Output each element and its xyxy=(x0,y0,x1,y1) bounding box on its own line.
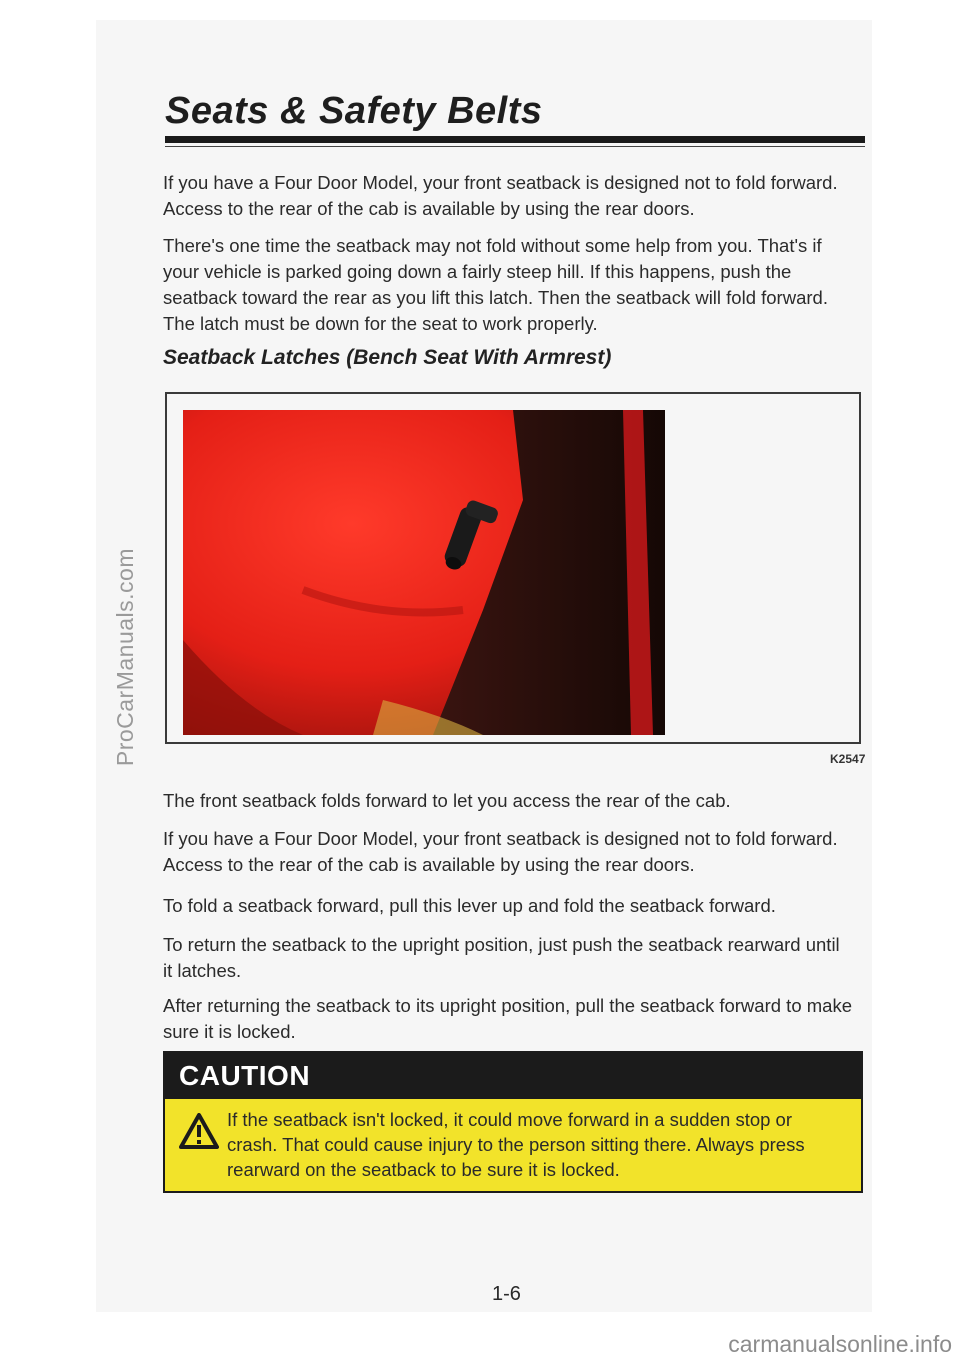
seatback-latch-photo xyxy=(183,410,665,735)
paragraph-steep-hill: There's one time the seatback may not fold without some help from you. That's if your vehicle is parked going down a fairly steep hill. If this happens, push the seatback toward the rear as you lift this latch. Then the seatback will fold forward. The latch must be down for the seat to work properly. xyxy=(163,235,828,334)
caution-header: CAUTION xyxy=(165,1053,861,1099)
title-rule xyxy=(165,136,865,143)
warning-triangle-icon xyxy=(179,1113,219,1149)
page-title: Seats & Safety Belts xyxy=(165,90,543,132)
bottom-watermark: carmanualsonline.info xyxy=(728,1331,952,1357)
paragraph-folds-forward: The front seatback folds forward to let you access the rear of the cab. xyxy=(163,790,731,811)
page-number: 1-6 xyxy=(492,1283,521,1305)
figure-code: K2547 xyxy=(830,752,866,766)
side-watermark: ProCarManuals.com xyxy=(112,548,138,767)
paragraph-check-locked: After returning the seatback to its upright position, pull the seatback forward to make sure it is locked. xyxy=(163,995,852,1042)
paragraph-four-door-2: If you have a Four Door Model, your front seatback is designed not to fold forward. Access to the rear of the cab is available by using the rear doors. xyxy=(163,828,838,875)
caution-box xyxy=(163,1051,863,1193)
paragraph-fold-lever: To fold a seatback forward, pull this lever up and fold the seatback forward. xyxy=(163,895,776,916)
paragraph-return-upright: To return the seatback to the upright position, just push the seatback rearward until it latches. xyxy=(163,934,840,981)
caution-text: If the seatback isn't locked, it could move forward in a sudden stop or crash. That could cause injury to the person sitting there. Always press rearward on the seatback to be sure it is locked. xyxy=(227,1109,805,1180)
title-rule-thin xyxy=(165,146,865,147)
paragraph-four-door-1: If you have a Four Door Model, your front seatback is designed not to fold forward. Access to the rear of the cab is available by using the rear doors. xyxy=(163,172,838,219)
section-subheading: Seatback Latches (Bench Seat With Armrest) xyxy=(163,346,612,369)
